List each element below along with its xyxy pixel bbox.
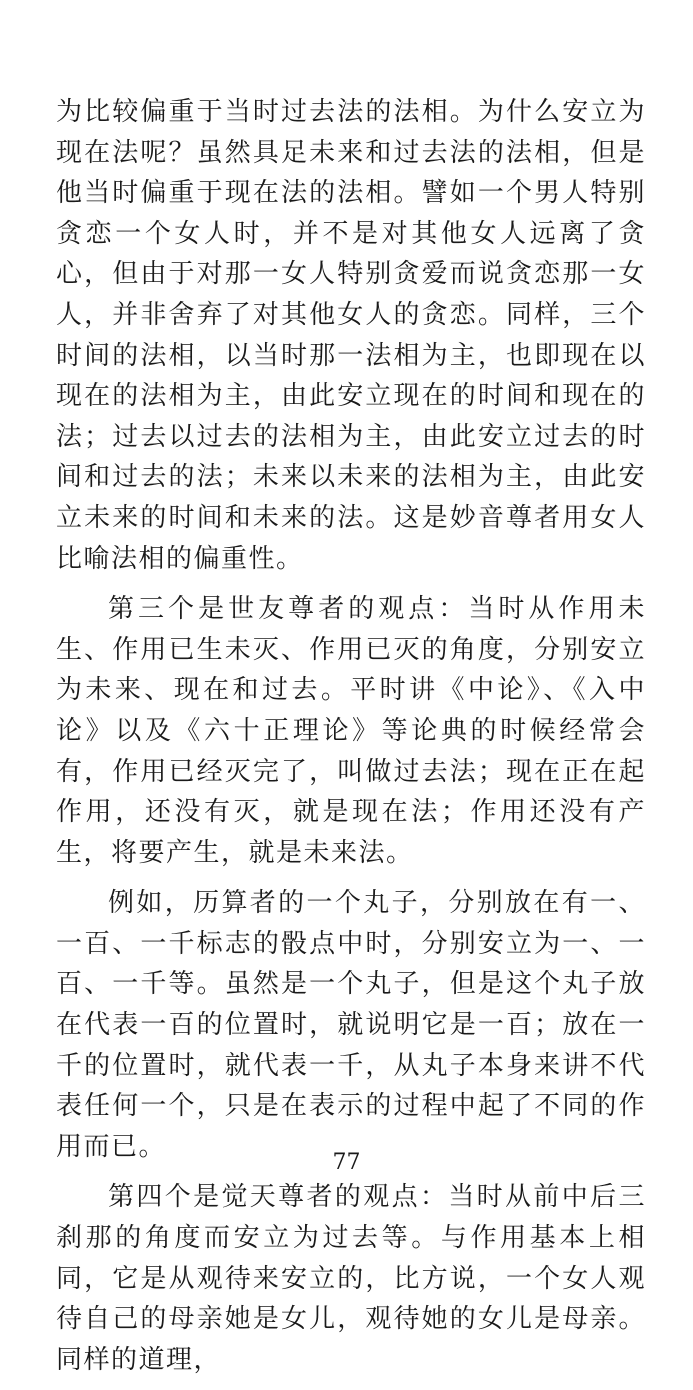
page-body-text [56, 92, 646, 1390]
paragraph-example: 例如，历算者的一个丸子，分别放在有一、一百、一千标志的骰点中时，分别安立为一、一百、一千等。虽然是一个丸子，但是这个丸子放在代表一百的位置时，就说明它是一百；放在一千的位置时，就代表一千，从丸子本身来讲不代表任何一个，只是在表示的过程中起了不同的作用而已。 [56, 888, 646, 1162]
paragraph-third-view: 第三个是世友尊者的观点：当时从作用未生、作用已生未灭、作用已灭的角度，分别安立为未来、现在和过去。平时讲《中论》、《入中论》以及《六十正理论》等论典的时候经常会有，作用已经灭完了，叫做过去法；现在正在起作用，还没有灭，就是现在法；作用还没有产生，将要产生，就是未来法。 [56, 594, 646, 868]
paragraph-continuation: 为比较偏重于当时过去法的法相。为什么安立为现在法呢？虽然具足未来和过去法的法相，但是他当时偏重于现在法的法相。譬如一个男人特别贪恋一个女人时，并不是对其他女人远离了贪心，但由于对那一女人特别贪爱而说贪恋那一女人，并非舍弃了对其他女人的贪恋。同样，三个时间的法相，以当时那一法相为主，也即现在以现在的法相为主，由此安立现在的时间和现在的法；过去以过去的法相为主，由此安立过去的时间和过去的法；未来以未来的法相为主，由此安立未来的时间和未来的法。这是妙音尊者用女人比喻法相的偏重性。 [56, 97, 646, 574]
page-number: 77 [332, 1150, 361, 1175]
paragraph-fourth-view: 第四个是觉天尊者的观点：当时从前中后三刹那的角度而安立为过去等。与作用基本上相同，它是从观待来安立的，比方说，一个女人观待自己的母亲她是女儿，观待她的女儿是母亲。同样的道理， [56, 1182, 646, 1375]
